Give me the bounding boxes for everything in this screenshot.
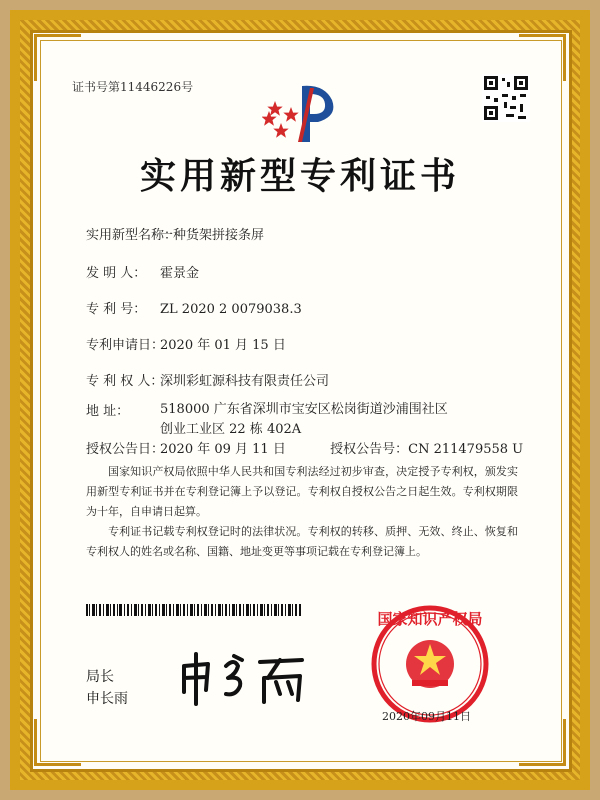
director-title: 局长 bbox=[86, 669, 114, 685]
field-value: ZL 2020 2 0079038.3 bbox=[160, 302, 302, 317]
field-address-value: 518000 广东省深圳市宝安区松岗街道沙浦围社区创业工业区 22 栋 402A bbox=[160, 402, 448, 437]
field-value: 2020 年 09 月 11 日 bbox=[160, 442, 286, 457]
frame-corner-top-left bbox=[34, 34, 81, 81]
field-label: 专 利 号： bbox=[86, 302, 147, 317]
field-inventor bbox=[86, 262, 199, 281]
cnipa-logo-icon bbox=[262, 80, 346, 144]
field-value: 深圳彩虹源科技有限责任公司 bbox=[160, 374, 330, 389]
paragraph-legal-status: 专利证书记载专利权登记时的法律状况。专利权的转移、质押、无效、终止、恢复和专利权人的姓名或名称、国籍、地址变更等事项记载在专利登记簿上。 bbox=[86, 525, 518, 558]
field-utility-name bbox=[86, 224, 264, 243]
paragraph-grant-statement: 国家知识产权局依照中华人民共和国专利法经过初步审查，决定授予专利权，颁发实用新型专利证书并在专利登记簿上予以登记。专利权自授权公告之日起生效。专利权期限为十年，自申请日起算。 bbox=[86, 465, 518, 518]
field-value: CN 211479558 U bbox=[408, 442, 524, 457]
official-seal-icon bbox=[360, 604, 500, 724]
certificate-number: 证书号第11446226号 bbox=[72, 80, 194, 94]
field-label: 专 利 权 人： bbox=[86, 374, 164, 389]
field-patent-holder bbox=[86, 370, 329, 389]
field-application-date bbox=[86, 334, 286, 353]
field-address-label: 地 址： bbox=[86, 404, 130, 419]
field-announcement bbox=[86, 438, 523, 457]
field-value: 2020 年 01 月 15 日 bbox=[160, 338, 286, 353]
field-label: 发 明 人： bbox=[86, 266, 147, 281]
field-label: 授权公告号： bbox=[330, 442, 409, 457]
field-label: 授权公告日： bbox=[86, 442, 165, 457]
director-signature-icon bbox=[176, 648, 316, 708]
frame-corner-bottom-left bbox=[34, 719, 81, 766]
field-value: 一种货架拼接条屏 bbox=[160, 228, 265, 243]
seal-text: 国家知识产权局 bbox=[377, 610, 483, 628]
field-value: 霍景金 bbox=[160, 266, 200, 281]
barcode-icon bbox=[86, 604, 302, 616]
field-label: 专利申请日： bbox=[86, 338, 165, 353]
certificate-title: 实用新型专利证书 bbox=[139, 155, 460, 197]
qr-code-icon bbox=[482, 74, 530, 122]
field-label: 实用新型名称： bbox=[86, 228, 178, 243]
seal-date: 2020年09月11日 bbox=[382, 710, 471, 723]
field-patent-number bbox=[86, 298, 302, 317]
frame-corner-bottom-right bbox=[519, 719, 566, 766]
director-name: 申长雨 bbox=[86, 691, 128, 707]
